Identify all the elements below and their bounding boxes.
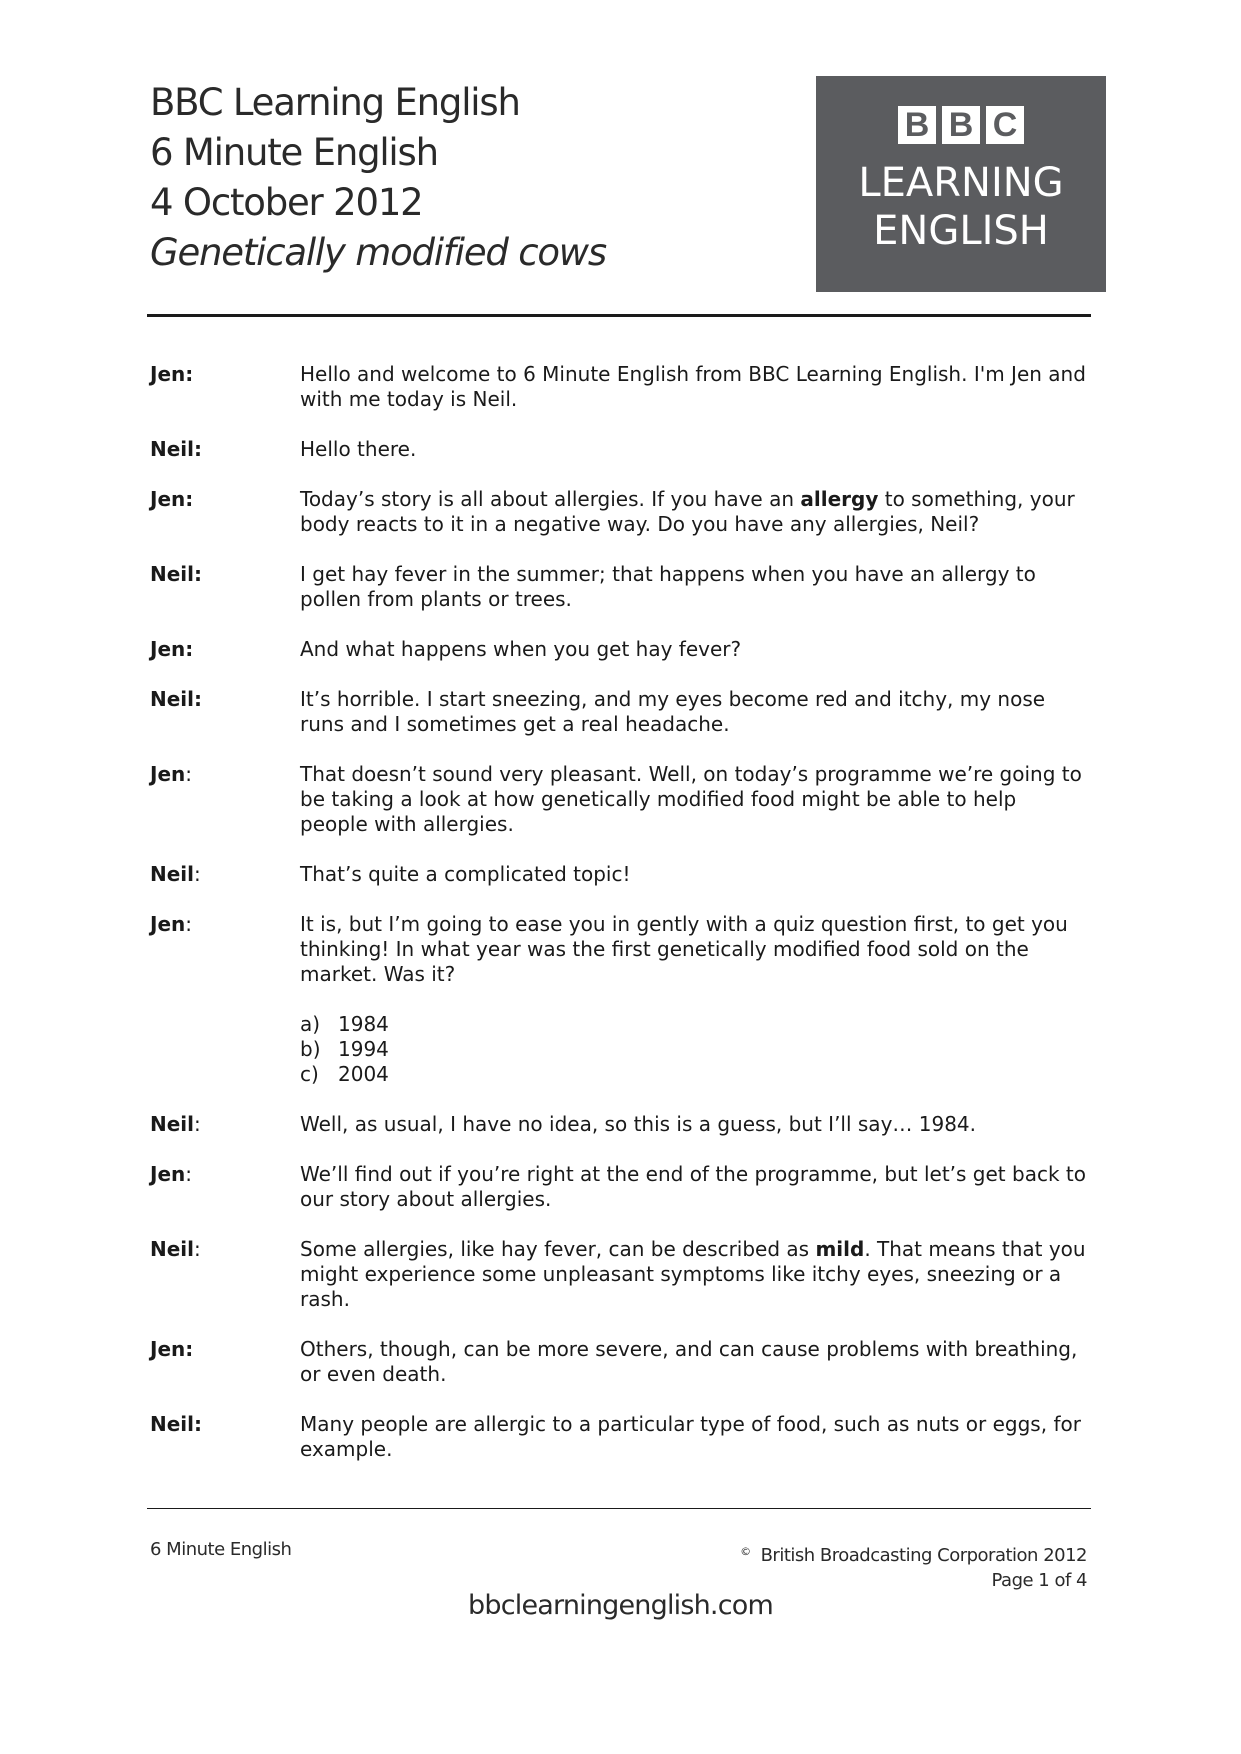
utterance-text [300, 1337, 1090, 1387]
speaker-colon: : [194, 1112, 201, 1136]
vocabulary-term: mild [815, 1237, 865, 1261]
speaker-label: Neil [150, 862, 195, 886]
utterance [300, 862, 1090, 887]
speaker-name [150, 562, 300, 612]
utterance-text [300, 1412, 1090, 1462]
transcript-turn [150, 362, 1090, 412]
utterance-text [300, 362, 1090, 412]
utterance-text [300, 637, 1090, 662]
transcript-turn [150, 1412, 1090, 1462]
transcript-turn [150, 1162, 1090, 1212]
utterance-text [300, 562, 1090, 612]
utterance-segment: Today’s story is all about allergies. If you have an [300, 487, 801, 511]
utterance-text [300, 1162, 1090, 1212]
speaker-name [150, 762, 300, 837]
bbc-learning-english-logo [816, 76, 1106, 292]
transcript-turn [150, 1337, 1090, 1387]
speaker-name [150, 1337, 300, 1387]
utterance [300, 487, 1090, 537]
footer-series: 6 Minute English [150, 1539, 292, 1560]
utterance [300, 1337, 1090, 1387]
utterance [300, 362, 1090, 412]
utterance-text [300, 912, 1090, 987]
utterance-segment: Hello and welcome to 6 Minute English from BBC Learning English. I'm Jen and with me today is Neil. [300, 362, 1086, 411]
utterance-text [300, 1112, 1090, 1137]
utterance-segment: I get hay fever in the summer; that happens when you have an allergy to pollen from plants or trees. [300, 562, 1036, 611]
quiz-option [300, 1012, 1090, 1037]
footer-divider [147, 1508, 1091, 1509]
header-topic: Genetically modified cows [150, 231, 606, 274]
utterance-text [300, 487, 1090, 537]
document-header [150, 78, 606, 278]
speaker-label: Jen: [150, 362, 194, 386]
utterance-text [300, 1237, 1090, 1312]
footer-page-number: Page 1 of 4 [991, 1570, 1087, 1591]
utterance-segment: Well, as usual, I have no idea, so this is a guess, but I’ll say… 1984. [300, 1112, 977, 1136]
utterance-text [300, 762, 1090, 837]
utterance-segment: to something, your body reacts to it in a negative way. Do you have any allergies, Neil? [300, 487, 1075, 536]
speaker-label: Neil [150, 1112, 195, 1136]
footer-right [740, 1539, 1087, 1593]
utterance-segment: Some allergies, like hay fever, can be described as [300, 1237, 816, 1261]
speaker-colon: : [185, 912, 192, 936]
transcript-turn [150, 762, 1090, 837]
utterance [300, 1412, 1090, 1462]
utterance-segment: And what happens when you get hay fever? [300, 637, 742, 661]
transcript-turn [150, 637, 1090, 662]
logo-block-c: C [986, 106, 1024, 144]
speaker-label: Neil: [150, 687, 203, 711]
quiz-option [300, 1037, 1090, 1062]
speaker-name [150, 862, 300, 887]
speaker-label: Jen: [150, 637, 194, 661]
speaker-colon: : [194, 1237, 201, 1261]
utterance [300, 1112, 1090, 1137]
speaker-label: Neil: [150, 437, 203, 461]
quiz-option-text: 1994 [338, 1037, 389, 1061]
bbc-blocks [816, 106, 1106, 144]
utterance-segment: Others, though, can be more severe, and can cause problems with breathing, or even death. [300, 1337, 1078, 1386]
quiz-options [300, 1012, 1090, 1087]
header-divider [147, 314, 1091, 317]
utterance-segment: It is, but I’m going to ease you in gently with a quiz question first, to get you thinking! In what year was the first genetically modified food sold on the market. Was it? [300, 912, 1068, 986]
speaker-name [150, 1162, 300, 1212]
footer-copyright-text: British Broadcasting Corporation 2012 [760, 1545, 1087, 1566]
utterance [300, 687, 1090, 737]
speaker-label: Jen [150, 1162, 186, 1186]
logo-text-learning: LEARNING [858, 160, 1064, 206]
footer-copyright [740, 1539, 1087, 1568]
utterance [300, 437, 1090, 462]
utterance-segment: It’s horrible. I start sneezing, and my eyes become red and itchy, my nose runs and I sometimes get a real headache. [300, 687, 1046, 736]
speaker-label: Jen: [150, 487, 194, 511]
quiz-option [300, 1062, 1090, 1087]
utterance-segment: That doesn’t sound very pleasant. Well, on today’s programme we’re going to be taking a look at how genetically modified food might be able to help people with allergies. [300, 762, 1082, 836]
quiz-option-letter: a) [300, 1012, 321, 1036]
transcript-turn [150, 687, 1090, 737]
speaker-colon: : [185, 762, 192, 786]
speaker-label: Neil [150, 1237, 195, 1261]
utterance-segment: That’s quite a complicated topic! [300, 862, 631, 886]
speaker-name [150, 1237, 300, 1312]
speaker-label: Neil: [150, 1412, 203, 1436]
header-series-title: 6 Minute English [150, 131, 438, 174]
speaker-name [150, 1112, 300, 1137]
utterance [300, 637, 1090, 662]
utterance [300, 762, 1090, 837]
utterance [300, 1162, 1090, 1212]
utterance-text [300, 437, 1090, 462]
utterance [300, 1237, 1090, 1312]
header-org-title: BBC Learning English [150, 81, 520, 124]
speaker-name [150, 912, 300, 1087]
speaker-name [150, 687, 300, 737]
transcript-turn [150, 862, 1090, 887]
transcript [150, 362, 1090, 1487]
quiz-option-text: 2004 [338, 1062, 389, 1086]
utterance-segment: Many people are allergic to a particular type of food, such as nuts or eggs, for example. [300, 1412, 1081, 1461]
speaker-name [150, 487, 300, 537]
footer-website: bbclearningenglish.com [468, 1590, 773, 1621]
utterance [300, 912, 1090, 1087]
quiz-option-letter: b) [300, 1037, 321, 1061]
speaker-colon: : [185, 1162, 192, 1186]
quiz-option-letter: c) [300, 1062, 319, 1086]
utterance-segment: Hello there. [300, 437, 417, 461]
utterance-text [300, 687, 1090, 737]
speaker-colon: : [194, 862, 201, 886]
header-date: 4 October 2012 [150, 181, 423, 224]
transcript-turn [150, 437, 1090, 462]
transcript-turn [150, 562, 1090, 612]
speaker-name [150, 637, 300, 662]
copyright-mark: © [740, 1545, 751, 1558]
transcript-turn [150, 487, 1090, 537]
speaker-name [150, 362, 300, 412]
transcript-turn [150, 1237, 1090, 1312]
speaker-name [150, 1412, 300, 1462]
vocabulary-term: allergy [800, 487, 879, 511]
logo-block-b1: B [898, 106, 936, 144]
speaker-label: Jen [150, 912, 186, 936]
speaker-label: Neil: [150, 562, 203, 586]
utterance-segment: We’ll find out if you’re right at the end of the programme, but let’s get back to our story about allergies. [300, 1162, 1086, 1211]
utterance-text [300, 862, 1090, 887]
quiz-option-text: 1984 [338, 1012, 389, 1036]
speaker-label: Jen: [150, 1337, 194, 1361]
utterance-segment: . That means that you might experience some unpleasant symptoms like itchy eyes, sneezing or a rash. [300, 1237, 1086, 1311]
speaker-name [150, 437, 300, 462]
utterance [300, 562, 1090, 612]
logo-block-b2: B [942, 106, 980, 144]
logo-text-english: ENGLISH [873, 208, 1049, 254]
transcript-turn [150, 912, 1090, 1087]
transcript-turn [150, 1112, 1090, 1137]
speaker-label: Jen [150, 762, 186, 786]
